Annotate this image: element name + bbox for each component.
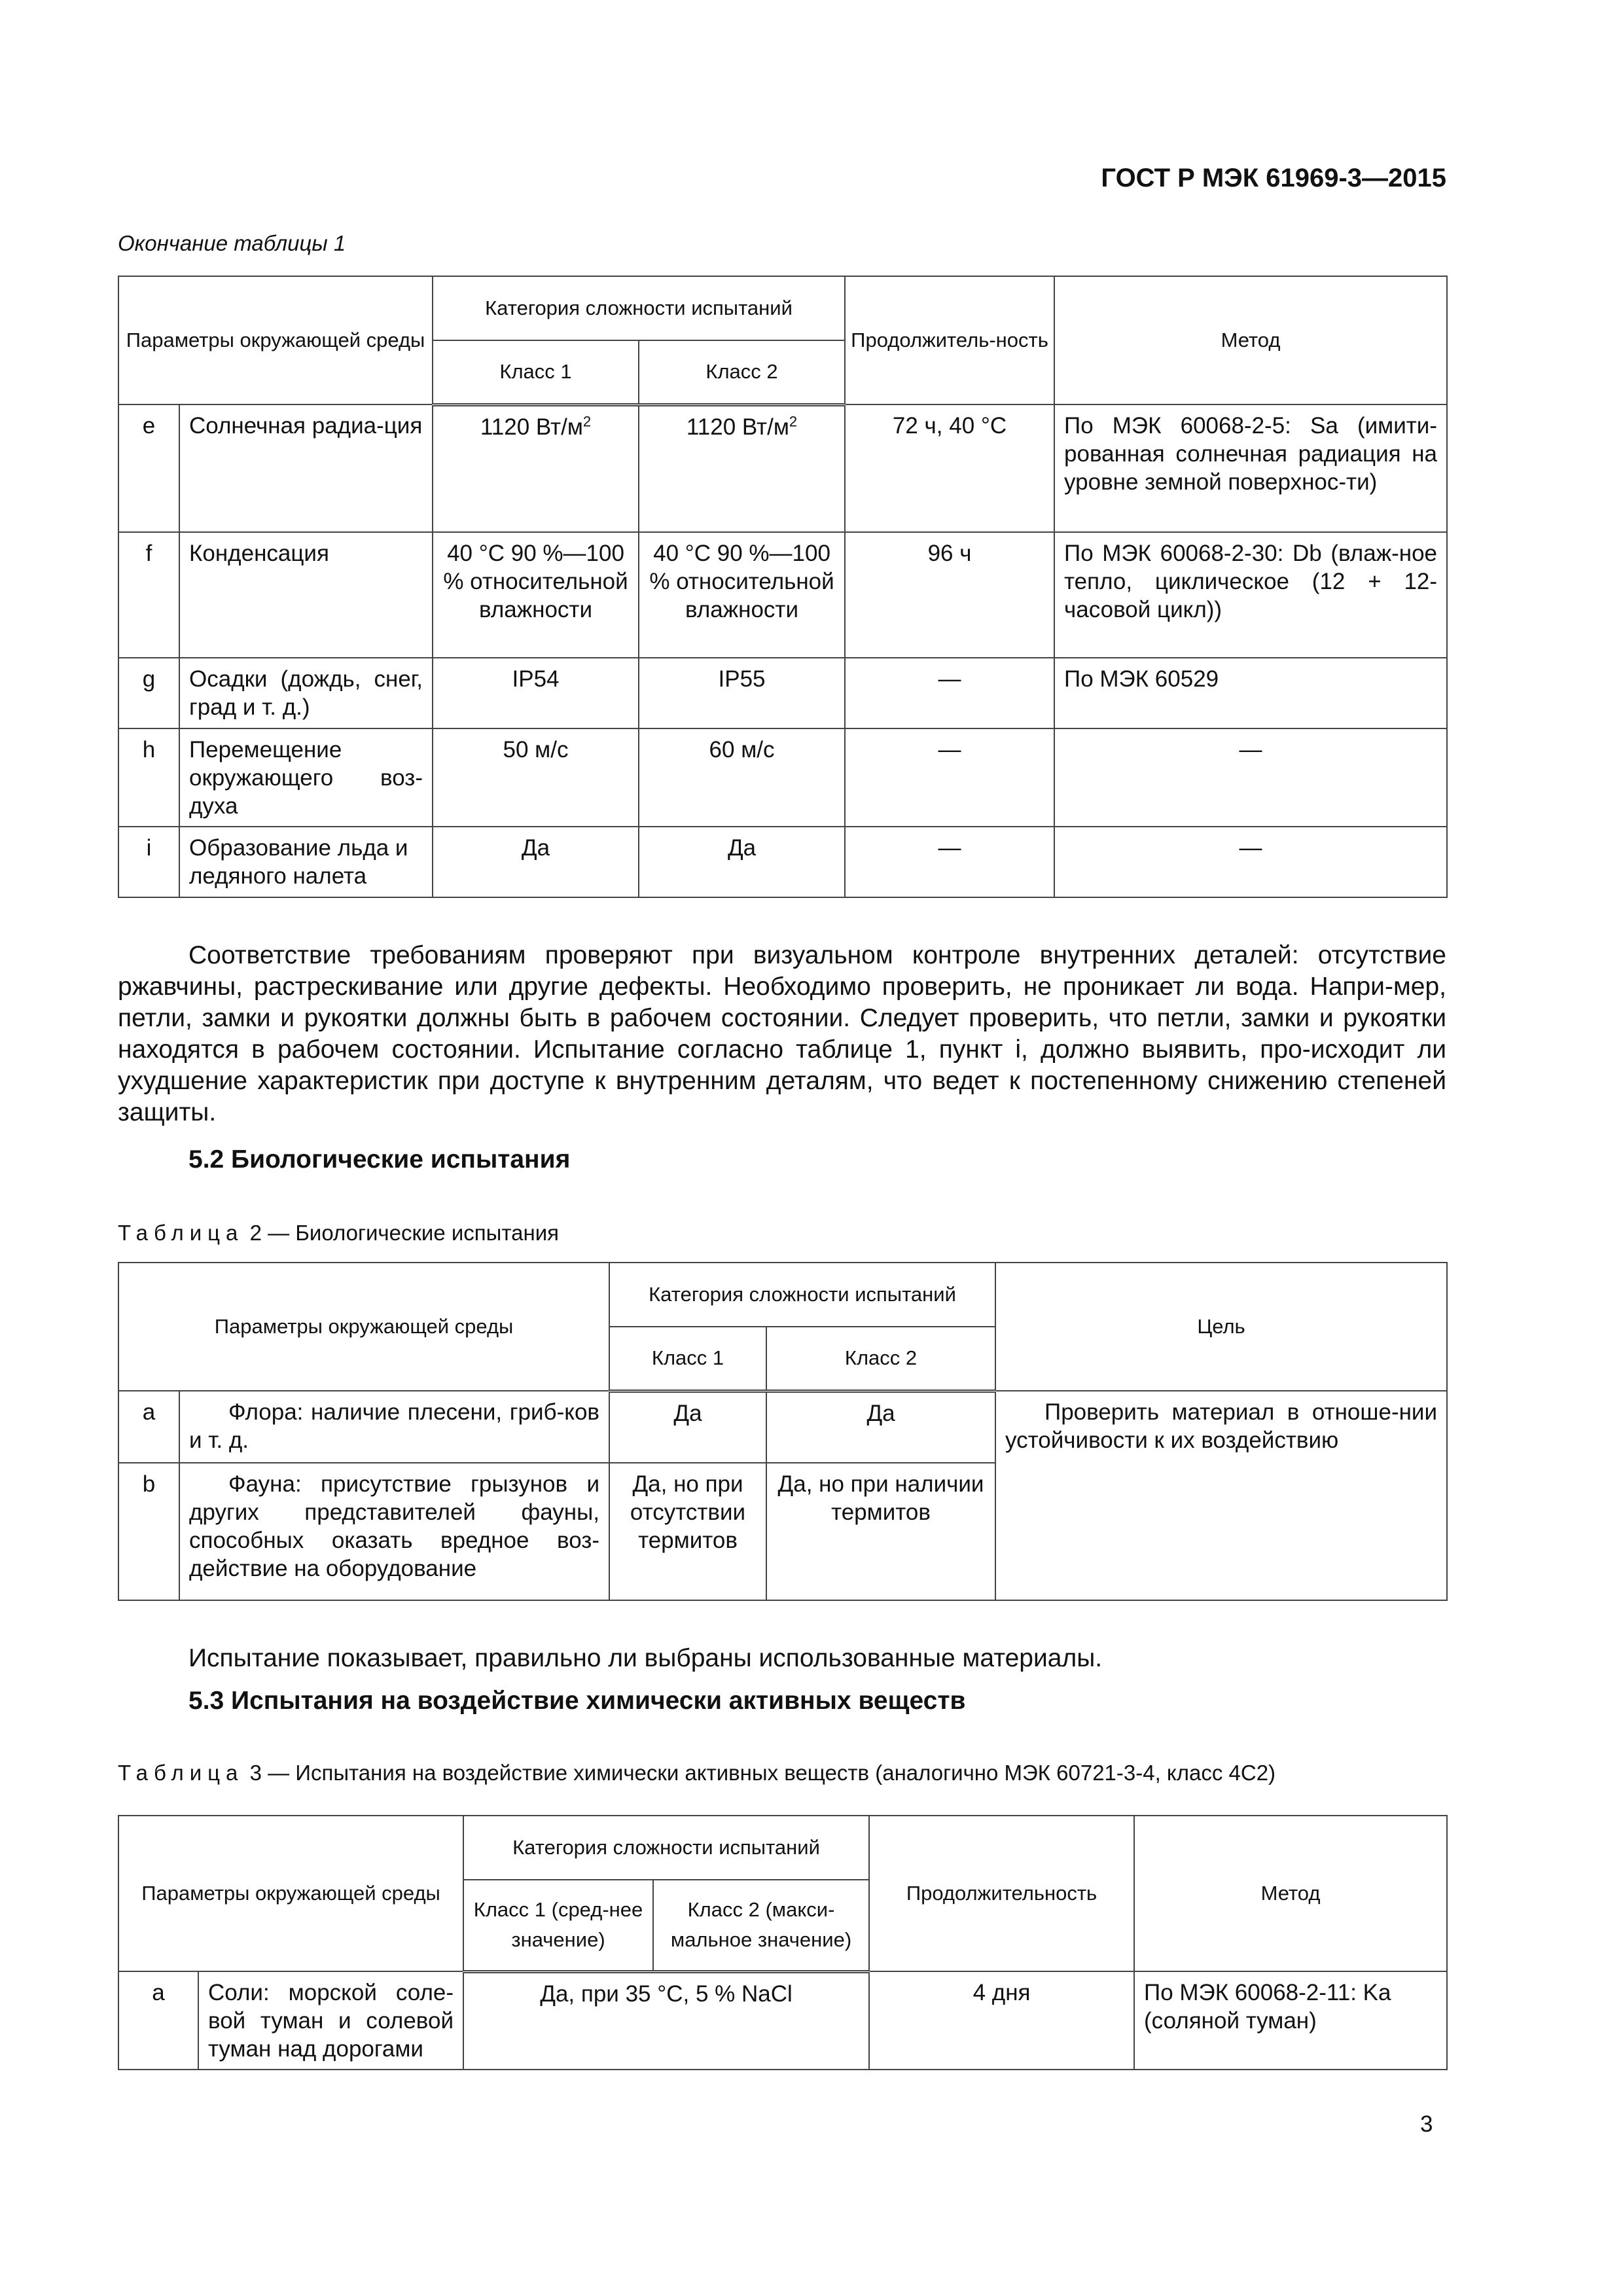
table2: [118, 1262, 1448, 1601]
row-id: h: [118, 728, 179, 827]
body-paragraph: Соответствие требованиям проверяют при визуальном контроле внутренних деталей: отсутствие ржавчины, растрескивание или другие дефекты. Необходимо проверить, не проникает ли вода. Напри-мер, петли, замки и рукоятки должны быть в рабочем состоянии. Следует проверить, что петли, замки и рукоятки находятся в рабочем состоянии. Испытание согласно таблице 1, пункт i, должно выявить, про-исходит ли ухудшение характеристик при доступе к внутренним деталям, что ведет к постепенному снижению степеней защиты.: [118, 941, 1446, 1126]
header-goal: Цель: [995, 1263, 1447, 1391]
row-id: i: [118, 827, 179, 897]
table-row: [118, 404, 1447, 532]
header-method: Метод: [1134, 1816, 1447, 1971]
row-class1: 40 °С 90 %—100 % относительной влажности: [433, 532, 639, 658]
superscript: 2: [789, 412, 798, 429]
row-id: f: [118, 532, 179, 658]
paragraph-after-table2: Испытание показывает, правильно ли выбраны использованные материалы.: [188, 1644, 1103, 1672]
header-params: Параметры окружающей среды: [118, 276, 433, 404]
table-row: [118, 658, 1447, 728]
row-class2: 40 °С 90 %—100 % относительной влажности: [639, 532, 845, 658]
row-class2: [639, 404, 845, 532]
table-row: [118, 532, 1447, 658]
table3: [118, 1815, 1448, 2070]
section-heading-5-3: 5.3 Испытания на воздействие химически активных веществ: [188, 1687, 966, 1715]
row-method: По МЭК 60529: [1054, 658, 1447, 728]
header-class2: Класс 2: [639, 340, 845, 404]
header-class2: Класс 2 (макси-мальное значение): [653, 1880, 869, 1971]
row-class1: Да, но при отсутствии термитов: [609, 1463, 766, 1600]
row-param: Перемещение окружающего воз-духа: [179, 728, 433, 827]
header-category: Категория сложности испытаний: [609, 1263, 995, 1327]
header-class1: Класс 1: [433, 340, 639, 404]
row-class2: IP55: [639, 658, 845, 728]
row-class1: Да: [433, 827, 639, 897]
row-param: Осадки (дождь, снег, град и т. д.): [179, 658, 433, 728]
row-duration: 72 ч, 40 °С: [845, 404, 1054, 532]
table-row: [118, 1971, 1447, 2070]
row-method: По МЭК 60068-2-11: Ka (соляной туман): [1134, 1971, 1447, 2070]
row-duration: —: [845, 728, 1054, 827]
row-method: По МЭК 60068-2-30: Db (влаж-ное тепло, циклическое (12 + 12-часовой цикл)): [1054, 532, 1447, 658]
header-duration: Продолжитель-ность: [845, 276, 1054, 404]
row-id: b: [118, 1463, 179, 1600]
row-duration: 96 ч: [845, 532, 1054, 658]
table-row: [118, 1391, 1447, 1463]
caption-text: 3 — Испытания на воздействие химически активных веществ (аналогично МЭК 60721-3-4, класс 4С2): [249, 1761, 1276, 1785]
document-header: ГОСТ Р МЭК 61969-3—2015: [1101, 164, 1446, 192]
row-id: a: [118, 1971, 198, 2070]
row-param: Конденсация: [179, 532, 433, 658]
row-method: —: [1054, 827, 1447, 897]
row-class2: 60 м/с: [639, 728, 845, 827]
row-classes: Да, при 35 °С, 5 % NaCl: [463, 1971, 869, 2070]
header-class1: Класс 1: [609, 1327, 766, 1391]
table-row: [118, 728, 1447, 827]
row-class2: Да, но при наличии термитов: [766, 1463, 995, 1600]
row-goal: Проверить материал в отноше-нии устойчивости к их воздействию: [995, 1391, 1447, 1600]
value-text: 1120 Вт/м: [686, 414, 789, 440]
row-class1: [433, 404, 639, 532]
table-row: [118, 827, 1447, 897]
header-params: Параметры окружающей среды: [118, 1816, 463, 1971]
row-param: Флора: наличие плесени, гриб-ков и т. д.: [179, 1391, 609, 1463]
row-id: e: [118, 404, 179, 532]
row-method: —: [1054, 728, 1447, 827]
header-class1: Класс 1 (сред-нее значение): [463, 1880, 653, 1971]
section-heading-5-2: 5.2 Биологические испытания: [188, 1145, 571, 1174]
header-category: Категория сложности испытаний: [463, 1816, 869, 1880]
header-category: Категория сложности испытаний: [433, 276, 845, 340]
row-id: g: [118, 658, 179, 728]
table2-caption: [118, 1221, 559, 1246]
row-param: Образование льда и ледяного налета: [179, 827, 433, 897]
row-class1: IP54: [433, 658, 639, 728]
row-class1: Да: [609, 1391, 766, 1463]
row-duration: —: [845, 827, 1054, 897]
row-class2: Да: [766, 1391, 995, 1463]
row-duration: —: [845, 658, 1054, 728]
page-number: 3: [1420, 2111, 1433, 2137]
row-param: Фауна: присутствие грызунов и других представителей фауны, способных оказать вредное воз-действие на оборудование: [179, 1463, 609, 1600]
row-class2: Да: [639, 827, 845, 897]
header-params: Параметры окружающей среды: [118, 1263, 609, 1391]
caption-text: 2 — Биологические испытания: [249, 1221, 560, 1245]
row-param: Солнечная радиа-ция: [179, 404, 433, 532]
value-text: 1120 Вт/м: [480, 414, 583, 440]
row-duration: 4 дня: [869, 1971, 1134, 2070]
row-id: a: [118, 1391, 179, 1463]
table3-caption: [118, 1761, 1275, 1785]
row-class1: 50 м/с: [433, 728, 639, 827]
table1: [118, 276, 1448, 898]
caption-label: Таблица: [118, 1761, 244, 1785]
header-class2: Класс 2: [766, 1327, 995, 1391]
row-param: Соли: морской соле-вой туман и солевой туман над дорогами: [198, 1971, 463, 2070]
superscript: 2: [582, 412, 592, 429]
header-method: Метод: [1054, 276, 1447, 404]
row-method: По МЭК 60068-2-5: Sa (имити-рованная солнечная радиация на уровне земной поверхнос-ти): [1054, 404, 1447, 532]
header-duration: Продолжительность: [869, 1816, 1134, 1971]
table1-caption: Окончание таблицы 1: [118, 231, 346, 255]
caption-label: Таблица: [118, 1221, 244, 1245]
